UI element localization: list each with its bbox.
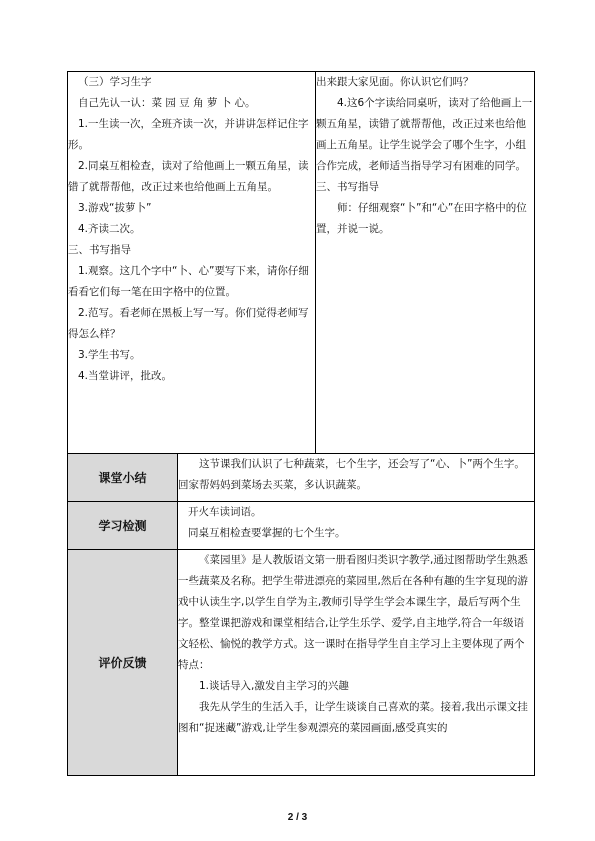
right-activities-cell (316, 72, 535, 454)
check-line-2: 同桌互相检查要掌握的七个生字。 (188, 527, 346, 539)
summary-text (178, 454, 535, 502)
check-label: 学习检测 (68, 502, 178, 550)
feedback-paragraph-1: 《菜园里》是人教版语文第一册看图归类识字教学,通过图帮助学生熟悉一些蔬菜及名称。把学生带进漂亮的菜园里,然后在各种有趣的生字复现的游戏中认读生字,以学生自学为主,教师引导学生学会本课生字，最后写两个生字。整堂课把游戏和课堂相结合,让学生乐学、爱学,自主地学,符合一年级语文轻松、愉悦的教学方式。这一课时在指导学生自主学习上主要体现了两个特点： (178, 554, 528, 671)
step-observe: 1.观察。这几个字中“卜、心”要写下来，请你仔细看看它们每一笔在田字格中的位置。 (68, 265, 309, 298)
character-list: 自己先认一认：菜 园 豆 角 萝 卜 心。 (78, 97, 256, 109)
left-activities-cell (68, 72, 316, 454)
right-step-pair-read: 4.这6个字读给同桌听，读对了给他画上一颗五角星，读错了就帮帮他，改正过来也给他画上五角星。让学生说学会了哪个生字，小组合作完成，老师适当指导学习有困难的同学。 (316, 97, 533, 172)
check-line-1: 开火车读词语。 (188, 506, 262, 518)
right-line-intro: 出来跟大家见面。你认识它们吗？ (316, 76, 474, 88)
right-teacher-instruction: 师：仔细观察“卜”和“心”在田字格中的位置，并说一说。 (316, 202, 527, 235)
step-read: 1.一生读一次，全班齐读一次，并讲讲怎样记住字形。 (68, 118, 309, 151)
feedback-text (178, 550, 535, 776)
check-text (178, 502, 535, 550)
step-game: 3.游戏“拔萝卜” (78, 202, 152, 214)
step-review: 4.当堂讲评，批改。 (78, 370, 173, 382)
heading-writing-guidance: 三、书写指导 (68, 244, 131, 256)
activities-row (68, 72, 535, 454)
heading-study-characters: （三）学习生字 (78, 76, 152, 88)
right-heading-writing: 三、书写指导 (316, 181, 379, 193)
lesson-plan-table (67, 71, 535, 776)
feedback-paragraph-2: 我先从学生的生活入手，让学生谈谈自己喜欢的菜。接着,我出示课文挂图和“捉迷藏”游戏,让学生参观漂亮的菜园画面,感受真实的 (178, 701, 528, 734)
step-student-write: 3.学生书写。 (78, 349, 141, 361)
feedback-row (68, 550, 535, 776)
step-demo: 2.范写。看老师在黑板上写一写。你们觉得老师写得怎么样？ (68, 307, 309, 340)
feedback-point-1: 1.谈话导入,激发自主学习的兴趣 (199, 680, 349, 692)
summary-row (68, 454, 535, 502)
step-read-together: 4.齐读二次。 (78, 223, 141, 235)
summary-label: 课堂小结 (68, 454, 178, 502)
summary-paragraph: 这节课我们认识了七种蔬菜，七个生字，还会写了“心、卜”两个生字。回家帮妈妈到菜场去买菜，多认识蔬菜。 (178, 458, 525, 491)
step-check: 2.同桌互相检查，读对了给他画上一颗五角星，读错了就帮帮他，改正过来也给他画上五角星。 (68, 160, 309, 193)
check-row (68, 502, 535, 550)
page-number: 2 / 3 (287, 812, 308, 823)
feedback-label: 评价反馈 (68, 550, 178, 776)
